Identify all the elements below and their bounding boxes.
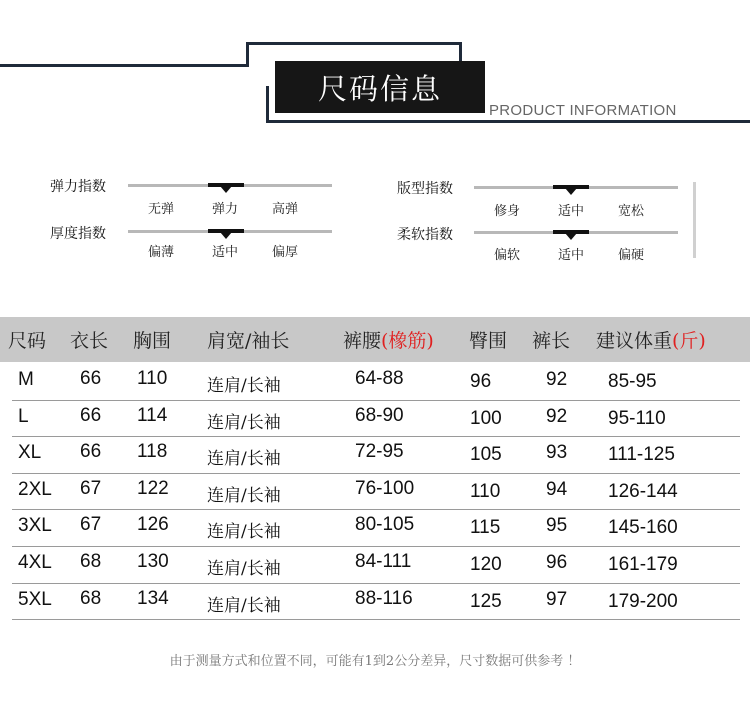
table-cell-chest: 118 xyxy=(137,441,168,463)
column-header-waist xyxy=(343,326,434,353)
table-cell-length: 66 xyxy=(80,368,102,389)
table-cell-pant-length: 95 xyxy=(546,515,568,537)
table-cell-waist: 72-95 xyxy=(355,441,404,463)
table-cell-weight: 179-200 xyxy=(608,590,678,612)
table-cell-size: L xyxy=(18,405,29,427)
table-cell-waist: 84-111 xyxy=(355,551,412,572)
column-header-weight xyxy=(596,326,706,353)
column-header-weight-main: 建议体重 xyxy=(596,330,673,352)
table-cell-weight: 126-144 xyxy=(608,480,678,502)
column-header-size: 尺码 xyxy=(8,330,47,352)
fit-option: 修身 xyxy=(494,204,521,219)
row-divider xyxy=(12,546,740,547)
table-cell-length: 66 xyxy=(80,404,102,426)
table-cell-length: 66 xyxy=(80,441,102,463)
table-cell-chest: 114 xyxy=(137,404,168,426)
elasticity-label: 弹力指数 xyxy=(50,179,106,195)
elasticity-option: 无弹 xyxy=(148,202,175,217)
table-cell-hip: 105 xyxy=(470,444,502,466)
table-cell-chest: 130 xyxy=(137,551,169,572)
fit-option: 适中 xyxy=(558,204,585,219)
table-cell-hip: 125 xyxy=(470,590,502,612)
elasticity-option: 高弹 xyxy=(272,202,299,217)
table-cell-hip: 120 xyxy=(470,554,502,575)
table-cell-shoulder: 连肩/长袖 xyxy=(207,485,281,506)
divider xyxy=(693,182,696,258)
softness-label: 柔软指数 xyxy=(397,227,453,243)
table-cell-pant-length: 92 xyxy=(546,405,568,427)
softness-option: 偏软 xyxy=(494,248,521,263)
table-cell-weight: 161-179 xyxy=(608,554,678,575)
table-cell-pant-length: 93 xyxy=(546,442,568,464)
table-cell-weight: 111-125 xyxy=(608,444,675,466)
elasticity-pointer-icon xyxy=(220,186,232,193)
table-cell-shoulder: 连肩/长袖 xyxy=(207,559,281,579)
table-cell-pant-length: 94 xyxy=(546,478,568,500)
table-cell-shoulder: 连肩/长袖 xyxy=(207,522,281,543)
table-cell-length: 67 xyxy=(80,477,102,499)
row-divider xyxy=(12,436,740,437)
elasticity-option: 弹力 xyxy=(212,202,239,217)
fit-label: 版型指数 xyxy=(397,181,453,197)
table-cell-hip: 100 xyxy=(470,407,502,429)
column-header-chest: 胸围 xyxy=(133,330,172,352)
table-cell-shoulder: 连肩/长袖 xyxy=(207,449,281,470)
column-header-waist-main: 裤腰 xyxy=(343,330,382,352)
row-divider xyxy=(12,583,740,584)
header-line xyxy=(0,64,249,67)
table-cell-hip: 115 xyxy=(470,517,501,539)
header-line xyxy=(266,86,269,123)
softness-option: 偏硬 xyxy=(618,248,645,263)
page-title: 尺码信息 xyxy=(275,61,485,113)
table-cell-hip: 110 xyxy=(470,480,501,502)
table-cell-pant-length: 97 xyxy=(546,588,568,610)
header-line xyxy=(459,42,462,62)
table-cell-chest: 122 xyxy=(137,477,169,499)
row-divider xyxy=(12,400,740,401)
table-cell-shoulder: 连肩/长袖 xyxy=(207,595,281,616)
column-header-hip: 臀围 xyxy=(469,330,508,352)
table-cell-pant-length: 92 xyxy=(546,369,568,390)
table-cell-waist: 68-90 xyxy=(355,404,404,426)
table-cell-weight: 145-160 xyxy=(608,517,678,539)
row-divider xyxy=(12,473,740,474)
table-cell-waist: 76-100 xyxy=(355,477,415,499)
header-line xyxy=(248,42,462,45)
table-cell-chest: 134 xyxy=(137,587,169,609)
thickness-pointer-icon xyxy=(220,232,232,239)
table-cell-waist: 64-88 xyxy=(355,368,404,389)
thickness-label: 厚度指数 xyxy=(50,226,106,242)
table-cell-weight: 85-95 xyxy=(608,371,657,392)
table-cell-waist: 88-116 xyxy=(355,587,413,609)
softness-option: 适中 xyxy=(558,248,585,263)
table-cell-chest: 126 xyxy=(137,514,169,536)
table-cell-length: 68 xyxy=(80,551,102,572)
table-cell-length: 67 xyxy=(80,514,102,536)
column-header-length: 衣长 xyxy=(70,330,109,352)
softness-pointer-icon xyxy=(565,233,577,240)
column-header-weight-note: (斤) xyxy=(672,330,706,352)
table-cell-hip: 96 xyxy=(470,371,492,392)
thickness-option: 偏薄 xyxy=(148,245,175,260)
row-divider xyxy=(12,509,740,510)
header-line xyxy=(246,42,249,67)
table-cell-shoulder: 连肩/长袖 xyxy=(207,412,281,433)
thickness-option: 偏厚 xyxy=(272,245,299,260)
row-divider xyxy=(12,619,740,620)
column-header-waist-note: (橡筋) xyxy=(381,330,434,352)
table-cell-pant-length: 96 xyxy=(546,552,568,573)
table-cell-length: 68 xyxy=(80,587,102,609)
page-subtitle: PRODUCT INFORMATION xyxy=(489,102,677,119)
thickness-option: 适中 xyxy=(212,245,239,260)
table-cell-chest: 110 xyxy=(137,368,168,389)
table-cell-weight: 95-110 xyxy=(608,407,666,429)
table-cell-size: 5XL xyxy=(18,588,52,610)
table-cell-size: M xyxy=(18,369,34,390)
header-line xyxy=(266,120,750,123)
table-cell-size: XL xyxy=(18,442,42,464)
measurement-note: 由于测量方式和位置不同，可能有1到2公分差异，尺寸数据可供参考 ！ xyxy=(169,654,581,669)
column-header-shoulder: 肩宽/袖长 xyxy=(207,330,290,352)
fit-pointer-icon xyxy=(565,188,577,195)
table-cell-size: 2XL xyxy=(18,478,52,500)
table-cell-size: 3XL xyxy=(18,515,52,537)
table-cell-shoulder: 连肩/长袖 xyxy=(207,376,281,396)
column-header-pant-length: 裤长 xyxy=(532,330,571,352)
fit-option: 宽松 xyxy=(618,204,645,219)
table-cell-waist: 80-105 xyxy=(355,514,415,536)
table-cell-size: 4XL xyxy=(18,552,52,573)
